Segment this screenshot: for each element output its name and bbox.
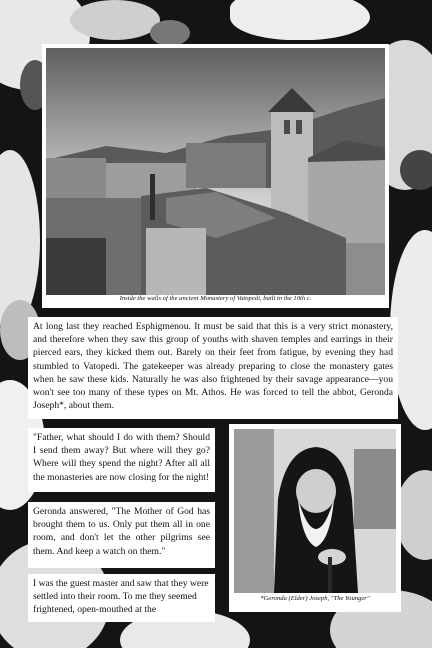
monastery-illustration — [46, 48, 385, 295]
monastery-photo — [46, 48, 385, 295]
paragraph-quote: "Father, what should I do with them? Should I send them away? But where will they go? Where will they spend the night? After all all the monasteries are now closing for the night! — [28, 428, 215, 492]
paragraph-answer: Geronda answered, "The Mother of God has brought them to us. Only put them all in one room, and don't let the other pilgrims see them. And keep a watch on them." — [28, 502, 215, 568]
elder-portrait — [234, 429, 396, 593]
elder-portrait-frame — [229, 424, 401, 612]
paragraph-guest-master: I was the guest master and saw that they were settled into their room. To me they seemed frightened, open-mouthed at the — [28, 574, 215, 622]
elder-illustration — [234, 429, 396, 593]
paragraph-main: At long last they reached Esphigmenou. It must be said that this is a very strict monastery, and therefore when they saw this group of youths with shaven temples and earrings in their pierced ears, they kicked them out. Barely on their feet from fatigue, by evening they had stumbled to Vatopedi. The gatekeeper was already preparing to close the monastery gates when he saw these kids. Naturally he was also frightened by their savage appearance—you won't see too many of these types on Mt. Athos. He was forced to tell the abbot, Geronda Joseph*, about them. — [28, 317, 398, 419]
photo-caption: Inside the walls of the ancient Monastery of Vatopedi, built in the 10th c. — [119, 295, 312, 302]
monastery-photo-frame — [42, 44, 389, 308]
elder-caption: *Geronda (Elder) Joseph, "The Younger" — [260, 595, 370, 602]
